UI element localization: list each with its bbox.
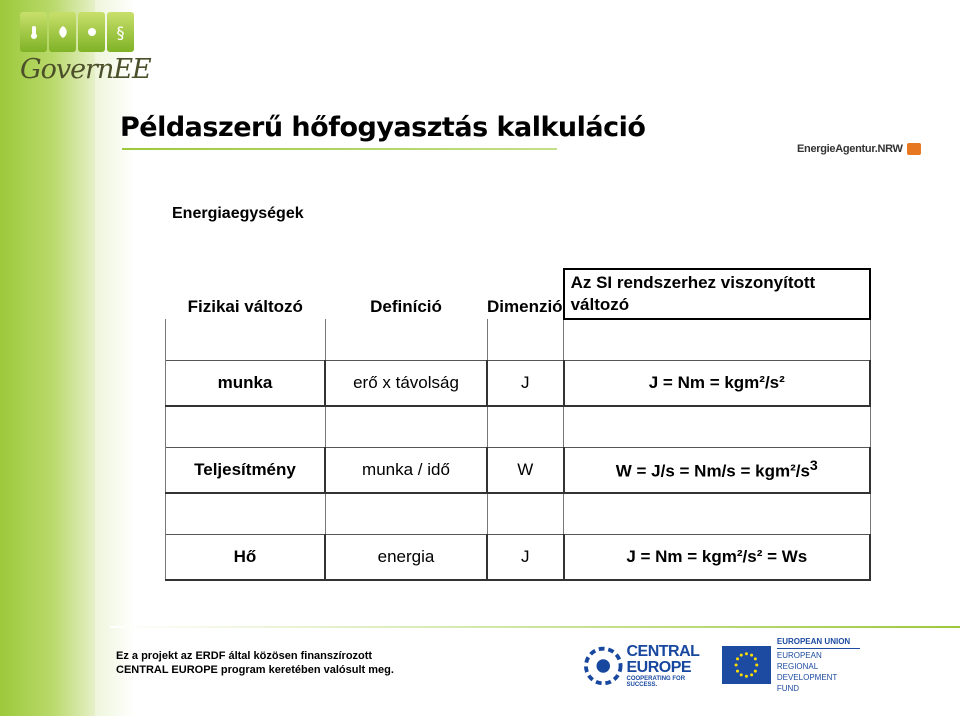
cell-definition: energia [325,535,487,581]
eu-divider [777,648,860,649]
footer-line-1: Ez a projekt az ERDF által közösen finanszírozott [116,650,373,662]
energy-units-table [165,268,871,581]
eu-line-2: EUROPEAN REGIONAL [776,651,822,671]
thermometer-icon [20,12,47,52]
eu-line-3: DEVELOPMENT FUND [776,673,838,693]
paragraph-icon: § [107,12,134,52]
page-title: Példaszerű hőfogyasztás kalkuláció [120,112,646,143]
footer-divider [110,626,960,628]
cell-si-text: W = J/s = Nm/s = kgm²/s [615,461,810,481]
table-row [166,361,871,407]
logo-tiles [20,12,135,52]
leaf-icon [49,12,76,52]
governee-logo [20,12,151,98]
eu-logo [722,637,860,693]
table-spacer [166,319,871,361]
eu-flag-icon [722,646,771,684]
cell-si-superscript: 3 [809,458,818,475]
energieagentur-mark-icon [907,143,921,155]
footer-line-2: CENTRAL EUROPE program keretében valósult meg. [116,664,394,676]
eu-text [777,636,860,694]
table-row [166,535,871,581]
table-row [166,448,871,494]
eu-line-1: EUROPEAN UNION [776,637,851,646]
energieagentur-logo [797,143,921,155]
energieagentur-text: EnergieAgentur.NRW [797,143,903,155]
cell-dimension: J [487,535,564,581]
title-underline [122,148,557,150]
footer-text [116,649,394,677]
cell-si: J = Nm = kgm²/s² [564,361,870,407]
table-spacer [166,406,871,448]
ce-main-2: EUROPE [626,659,692,676]
ce-main-1: CENTRAL [626,643,700,660]
header-dimension: Dimenzió [487,297,563,316]
cell-si [564,448,870,494]
cell-variable: munka [166,361,326,407]
cell-dimension: J [487,361,564,407]
central-europe-logo [584,643,714,689]
section-subtitle: Energiaegységek [172,205,304,222]
header-definition: Definíció [370,297,442,316]
cell-dimension: W [487,448,564,494]
cell-definition: munka / idő [325,448,487,494]
cell-definition: erő x távolság [325,361,487,407]
logo-text: GovernEE [20,54,151,85]
table-header-row [166,269,871,319]
cell-variable: Teljesítmény [166,448,326,494]
central-europe-text [627,644,715,688]
central-europe-star-icon [584,646,623,686]
header-variable: Fizikai változó [187,297,303,316]
table-spacer [166,493,871,535]
sun-icon [78,12,105,52]
header-si: Az SI rendszerhez viszonyított változó [564,269,870,319]
left-fade [95,0,135,716]
cell-si: J = Nm = kgm²/s² = Ws [564,535,870,581]
ce-sub: COOPERATING FOR SUCCESS. [626,676,686,688]
cell-variable: Hő [166,535,326,581]
left-green-bar [0,0,95,716]
